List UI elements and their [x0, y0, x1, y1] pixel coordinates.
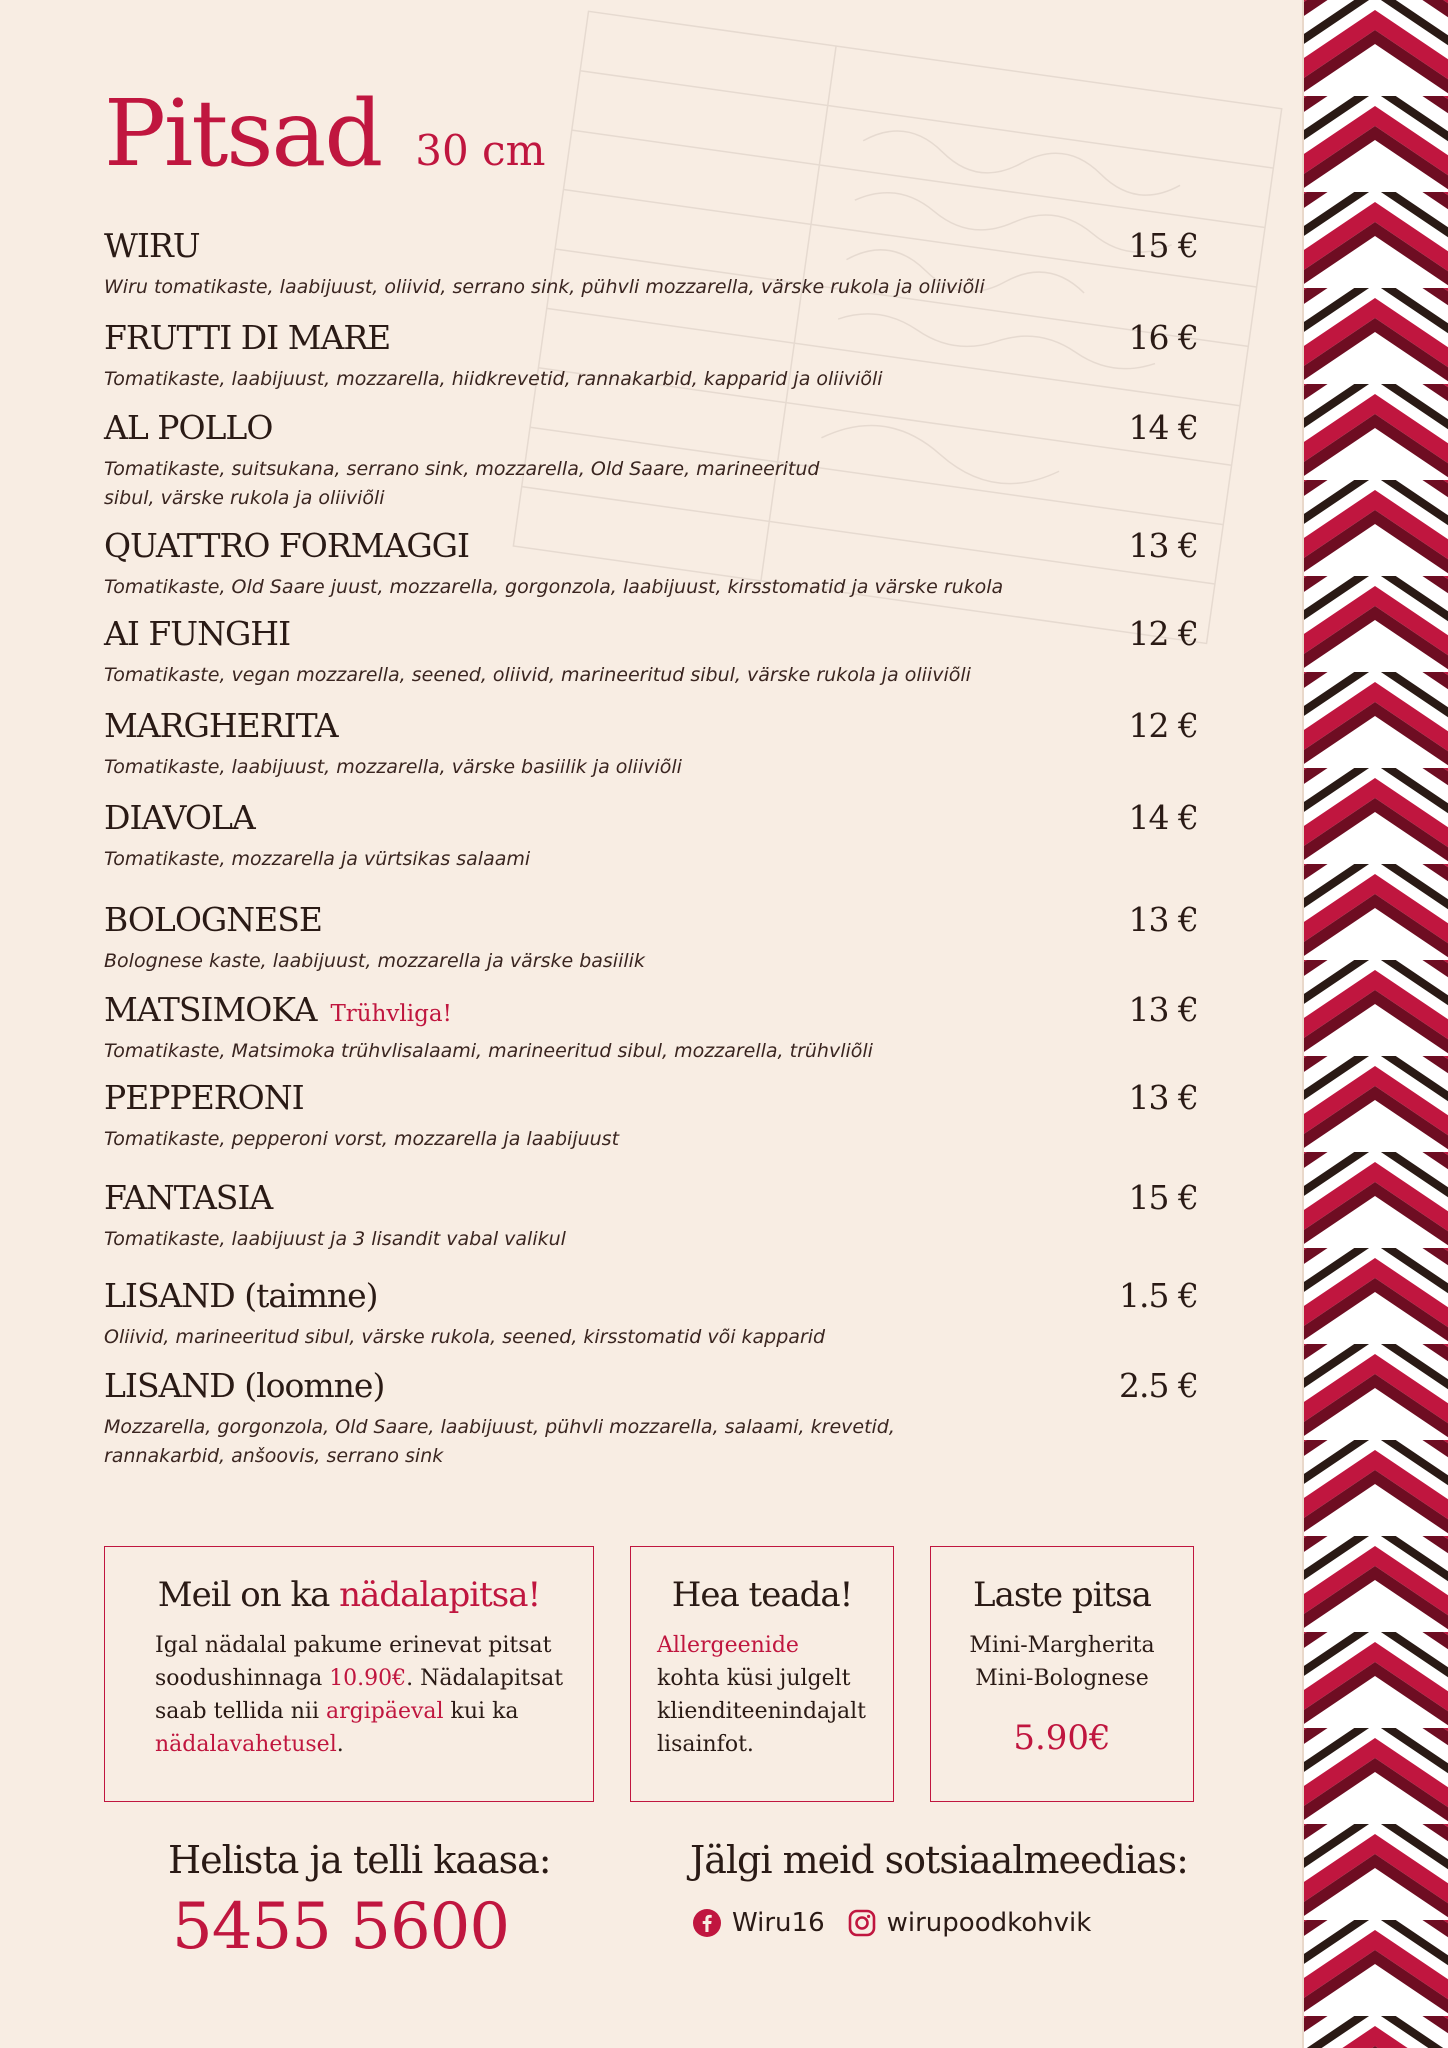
item-description: Tomatikaste, pepperoni vorst, mozzarella ja laabijuust	[104, 1128, 620, 1150]
item-price: 13 €	[1128, 990, 1198, 1029]
item-name: LISAND (loomne)	[104, 1366, 385, 1405]
weekly-weekend: nädalavahetusel	[155, 1732, 337, 1757]
instagram-handle: wirupoodkohvik	[886, 1908, 1092, 1938]
truffle-tag: Trühvliga!	[330, 1001, 452, 1027]
item-description: Tomatikaste, suitsukana, serrano sink, mozzarella, Old Saare, marineeritud sibul, värske rukola ja oliiviõli	[104, 458, 820, 510]
item-price: 15 €	[1128, 1178, 1198, 1217]
weekly-pizza-title	[131, 1575, 567, 1615]
item-description: Oliivid, marineeritud sibul, värske rukola, seened, kirsstomatid või kapparid	[104, 1326, 826, 1348]
social-links	[692, 1908, 1113, 1938]
chevron-border-decoration	[1302, 0, 1448, 2048]
menu-item	[104, 1276, 1198, 1352]
item-price: 2.5 €	[1119, 1366, 1198, 1405]
menu-item	[104, 1178, 1198, 1254]
menu-item	[104, 226, 1198, 302]
menu-item	[104, 990, 1198, 1066]
item-name: FANTASIA	[104, 1178, 273, 1217]
item-description: Tomatikaste, Matsimoka trühvlisalaami, marineeritud sibul, mozzarella, trühvliõli	[104, 1040, 873, 1062]
facebook-handle: Wiru16	[732, 1908, 825, 1938]
page-title: Pitsad	[104, 80, 382, 187]
item-name: MARGHERITA	[104, 706, 338, 745]
menu-item	[104, 614, 1198, 690]
item-description: Tomatikaste, Old Saare juust, mozzarella, gorgonzola, laabijuust, kirsstomatid ja värske rukola	[104, 576, 1004, 598]
allergy-box	[630, 1546, 894, 1802]
item-price: 14 €	[1128, 798, 1198, 837]
item-name: FRUTTI DI MARE	[104, 318, 391, 357]
item-description: Bolognese kaste, laabijuust, mozzarella ja värske basiilik	[104, 950, 645, 972]
item-name	[104, 990, 452, 1029]
item-price: 16 €	[1128, 318, 1198, 357]
item-description: Tomatikaste, laabijuust ja 3 lisandit vabal valikul	[104, 1228, 566, 1250]
item-name: WIRU	[104, 226, 200, 265]
item-name-text: MATSIMOKA	[104, 990, 317, 1029]
weekly-text-3: kui ka	[443, 1699, 519, 1724]
item-name: LISAND (taimne)	[104, 1276, 378, 1315]
allergy-title: Hea teada!	[671, 1575, 853, 1615]
menu-item	[104, 1366, 1198, 1472]
item-name: QUATTRO FORMAGGI	[104, 526, 470, 565]
weekly-text-1: Igal nädalal pakume erinevat pitsat soodushinnaga	[155, 1633, 552, 1691]
social-label: Jälgi meid sotsiaalmeedias:	[690, 1838, 1188, 1882]
phone-number[interactable]: 5455 5600	[172, 1890, 510, 1964]
allergy-text-body: kohta küsi julgelt klienditeenindajalt lisainfot.	[657, 1666, 866, 1757]
item-name: DIAVOLA	[104, 798, 255, 837]
instagram-icon	[847, 1908, 877, 1938]
item-price: 12 €	[1128, 614, 1198, 653]
weekly-title-b: nädalapitsa!	[339, 1575, 541, 1615]
menu-item	[104, 706, 1198, 782]
item-description: Wiru tomatikaste, laabijuust, oliivid, serrano sink, pühvli mozzarella, värske rukola ja oliiviõli	[104, 276, 985, 298]
instagram-link[interactable]	[847, 1908, 1092, 1938]
item-name: AL POLLO	[104, 408, 273, 447]
item-description: Tomatikaste, laabijuust, mozzarella, hiidkrevetid, rannakarbid, kapparid ja oliiviõli	[104, 368, 883, 390]
menu-item	[104, 798, 1198, 874]
item-description: Mozzarella, gorgonzola, Old Saare, laabijuust, pühvli mozzarella, salaami, krevetid, rannakarbid, anšoovis, serrano sink	[104, 1416, 895, 1468]
item-price: 15 €	[1128, 226, 1198, 265]
menu-item	[104, 526, 1198, 602]
menu-item	[104, 900, 1198, 976]
kids-item-1: Mini-Margherita	[969, 1633, 1155, 1658]
weekly-text-4: .	[336, 1732, 344, 1757]
allergy-highlight: Allergeenide	[657, 1633, 799, 1658]
kids-item-2: Mini-Bolognese	[975, 1666, 1149, 1691]
weekly-title-a: Meil on ka	[157, 1575, 340, 1615]
kids-pizza-box	[930, 1546, 1194, 1802]
item-price: 13 €	[1128, 526, 1198, 565]
weekly-text-2: . Nädalapitsat saab tellida nii	[155, 1666, 564, 1724]
weekly-weekday: argipäeval	[326, 1699, 444, 1724]
pizza-size: 30 cm	[415, 126, 546, 175]
kids-price: 5.90€	[1013, 1718, 1111, 1758]
item-description: Tomatikaste, vegan mozzarella, seened, oliivid, marineeritud sibul, värske rukola ja oliiviõli	[104, 664, 971, 686]
facebook-link[interactable]	[692, 1908, 825, 1938]
item-description: Tomatikaste, mozzarella ja vürtsikas salaami	[104, 848, 531, 870]
item-price: 13 €	[1128, 900, 1198, 939]
item-price: 1.5 €	[1119, 1276, 1198, 1315]
weekly-pizza-text	[131, 1629, 567, 1761]
item-name: AI FUNGHI	[104, 614, 291, 653]
weekly-pizza-box	[104, 1546, 594, 1802]
menu-item	[104, 318, 1198, 394]
item-name: BOLOGNESE	[104, 900, 322, 939]
item-name: PEPPERONI	[104, 1078, 304, 1117]
kids-pizza-title: Laste pitsa	[973, 1575, 1151, 1615]
menu-item	[104, 1078, 1198, 1154]
facebook-icon	[692, 1908, 722, 1938]
item-price: 13 €	[1128, 1078, 1198, 1117]
menu-header	[104, 80, 546, 187]
item-price: 12 €	[1128, 706, 1198, 745]
weekly-price: 10.90€	[329, 1666, 407, 1691]
allergy-text	[657, 1629, 867, 1761]
order-label: Helista ja telli kaasa:	[168, 1838, 551, 1882]
menu-item	[104, 408, 1198, 514]
item-description: Tomatikaste, laabijuust, mozzarella, värske basiilik ja oliiviõli	[104, 756, 682, 778]
item-price: 14 €	[1128, 408, 1198, 447]
